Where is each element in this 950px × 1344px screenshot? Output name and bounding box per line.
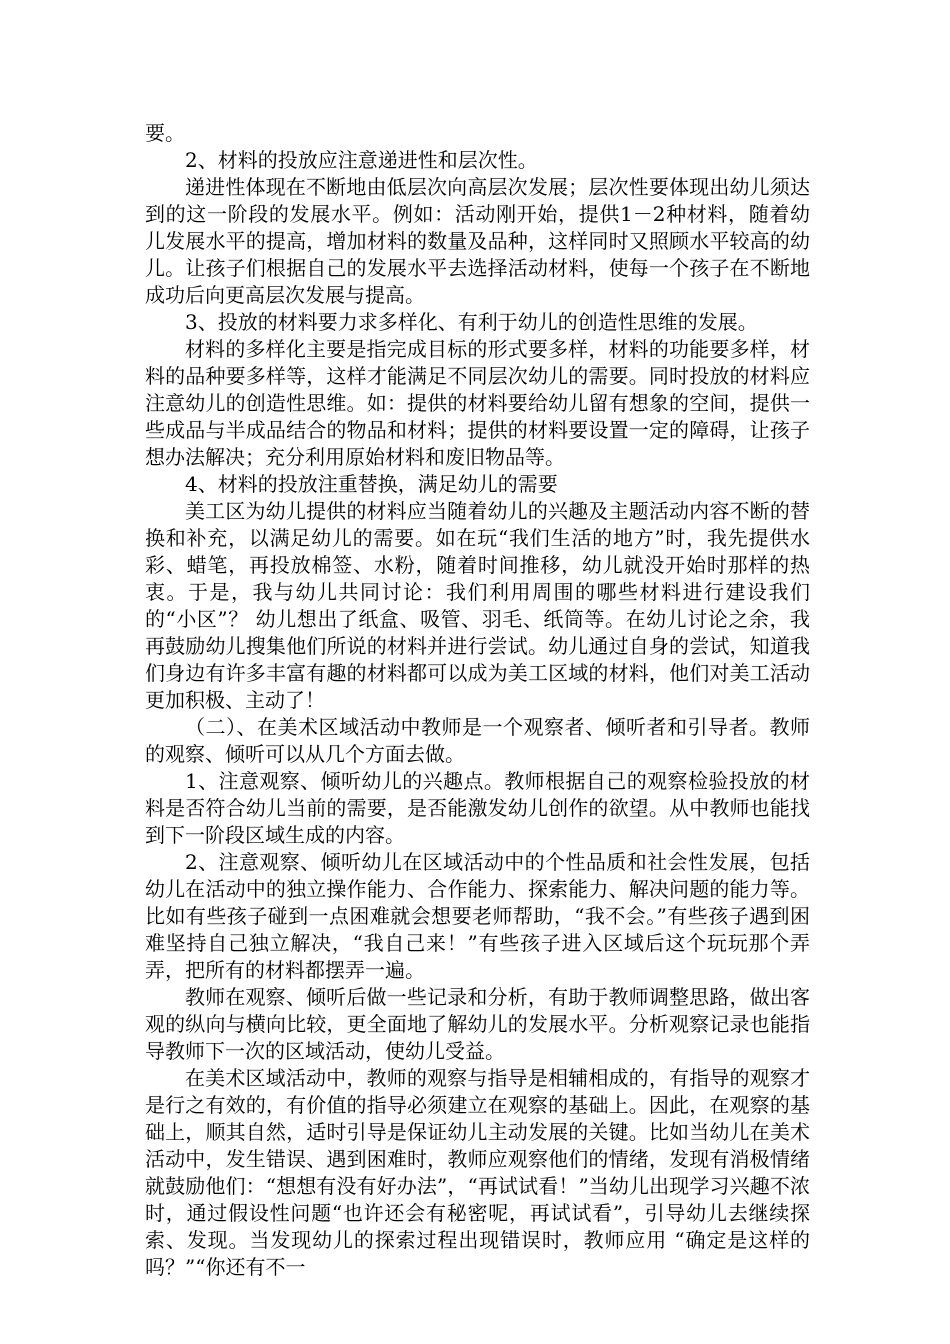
paragraph-progression-detail: 递进性体现在不断地由低层次向高层次发展；层次性要体现出幼儿须达到的这一阶段的发展水平。例如：活动刚开始，提供1－2种材料，随着幼儿发展水平的提高，增加材料的数量及品种，这样同时又照顾水平较高的幼儿。让孩子们根据自己的发展水平去选择活动材料，使每一个孩子在不断地成功后向更高层次发展与提高。 [145,175,810,307]
heading-material-replacement: 4、材料的投放注重替换，满足幼儿的需要 [185,472,558,496]
paragraph-replacement-detail: 美工区为幼儿提供的材料应当随着幼儿的兴趣及主题活动内容不断的替换和补充，以满足幼儿的需要。如在玩“我们生活的地方”时，我先提供水彩、蜡笔，再投放棉签、水粉，随着时间推移，幼儿就没开始时那样的热衷。于是，我与幼儿共同讨论：我们利用周围的哪些材料进行建设我们的“小区”？ 幼儿想出了纸盒、吸管、羽毛、纸筒等。在幼儿讨论之余，我再鼓励幼儿搜集他们所说的材料并进行尝试。幼儿通过自身的尝试，知道我们身边有许多丰富有趣的材料都可以成为美工区域的材料，他们对美工活动更加积极、主动了！ [145,499,810,712]
heading-material-diversity: 3、投放的材料要力求多样化、有利于幼儿的创造性思维的发展。 [185,310,758,334]
paragraph-record-analysis: 教师在观察、倾听后做一些记录和分析，有助于教师调整思路，做出客观的纵向与横向比较，更全面地了解幼儿的发展水平。分析观察记录也能指导教师下一次的区域活动，使幼儿受益。 [145,985,810,1063]
paragraph-observe-interest: 1、注意观察、倾听幼儿的兴趣点。教师根据自己的观察检验投放的材料是否符合幼儿当前的需要，是否能激发幼儿创作的欲望。从中教师也能找到下一阶段区域生成的内容。 [145,769,810,847]
document-body [145,120,810,1281]
paragraph-diversity-detail: 材料的多样化主要是指完成目标的形式要多样，材料的功能要多样，材料的品种要多样等，这样才能满足不同层次幼儿的需要。同时投放的材料应注意幼儿的创造性思维。如：提供的材料要给幼儿留有想象的空间，提供一些成品与半成品结合的物品和材料；提供的材料要设置一定的障碍，让孩子想办法解决；充分利用原始材料和废旧物品等。 [145,337,810,469]
paragraph-observe-personality: 2、注意观察、倾听幼儿在区域活动中的个性品质和社会性发展，包括幼儿在活动中的独立操作能力、合作能力、探索能力、解决问题的能力等。比如有些孩子碰到一点困难就会想要老师帮助，“我不会。”有些孩子遇到困难坚持自己独立解决，“我自己来！”有些孩子进入区域后这个玩玩那个弄弄，把所有的材料都摆弄一遍。 [145,850,810,982]
paragraph-observation-guidance: 在美术区域活动中，教师的观察与指导是相辅相成的，有指导的观察才是行之有效的，有价值的指导必须建立在观察的基础上。因此，在观察的基础上，顺其自然，适时引导是保证幼儿主动发展的关键。比如当幼儿在美术活动中，发生错误、遇到困难时，教师应观察他们的情绪，发现有消极情绪就鼓励他们：“想想有没有好办法”，“再试试看！”当幼儿出现学习兴趣不浓时，通过假设性问题“也许还会有秘密呢，再试试看”，引导幼儿去继续探索、发现。当发现幼儿的探索过程出现错误时，教师应用 “确定是这样的吗？”“你还有不一 [145,1066,810,1279]
heading-material-progression: 2、材料的投放应注意递进性和层次性。 [185,148,538,172]
heading-teacher-role: （二）、在美术区域活动中教师是一个观察者、倾听者和引导者。教师的观察、倾听可以从几个方面去做。 [145,715,810,766]
paragraph-continuation: 要。 [145,121,185,145]
